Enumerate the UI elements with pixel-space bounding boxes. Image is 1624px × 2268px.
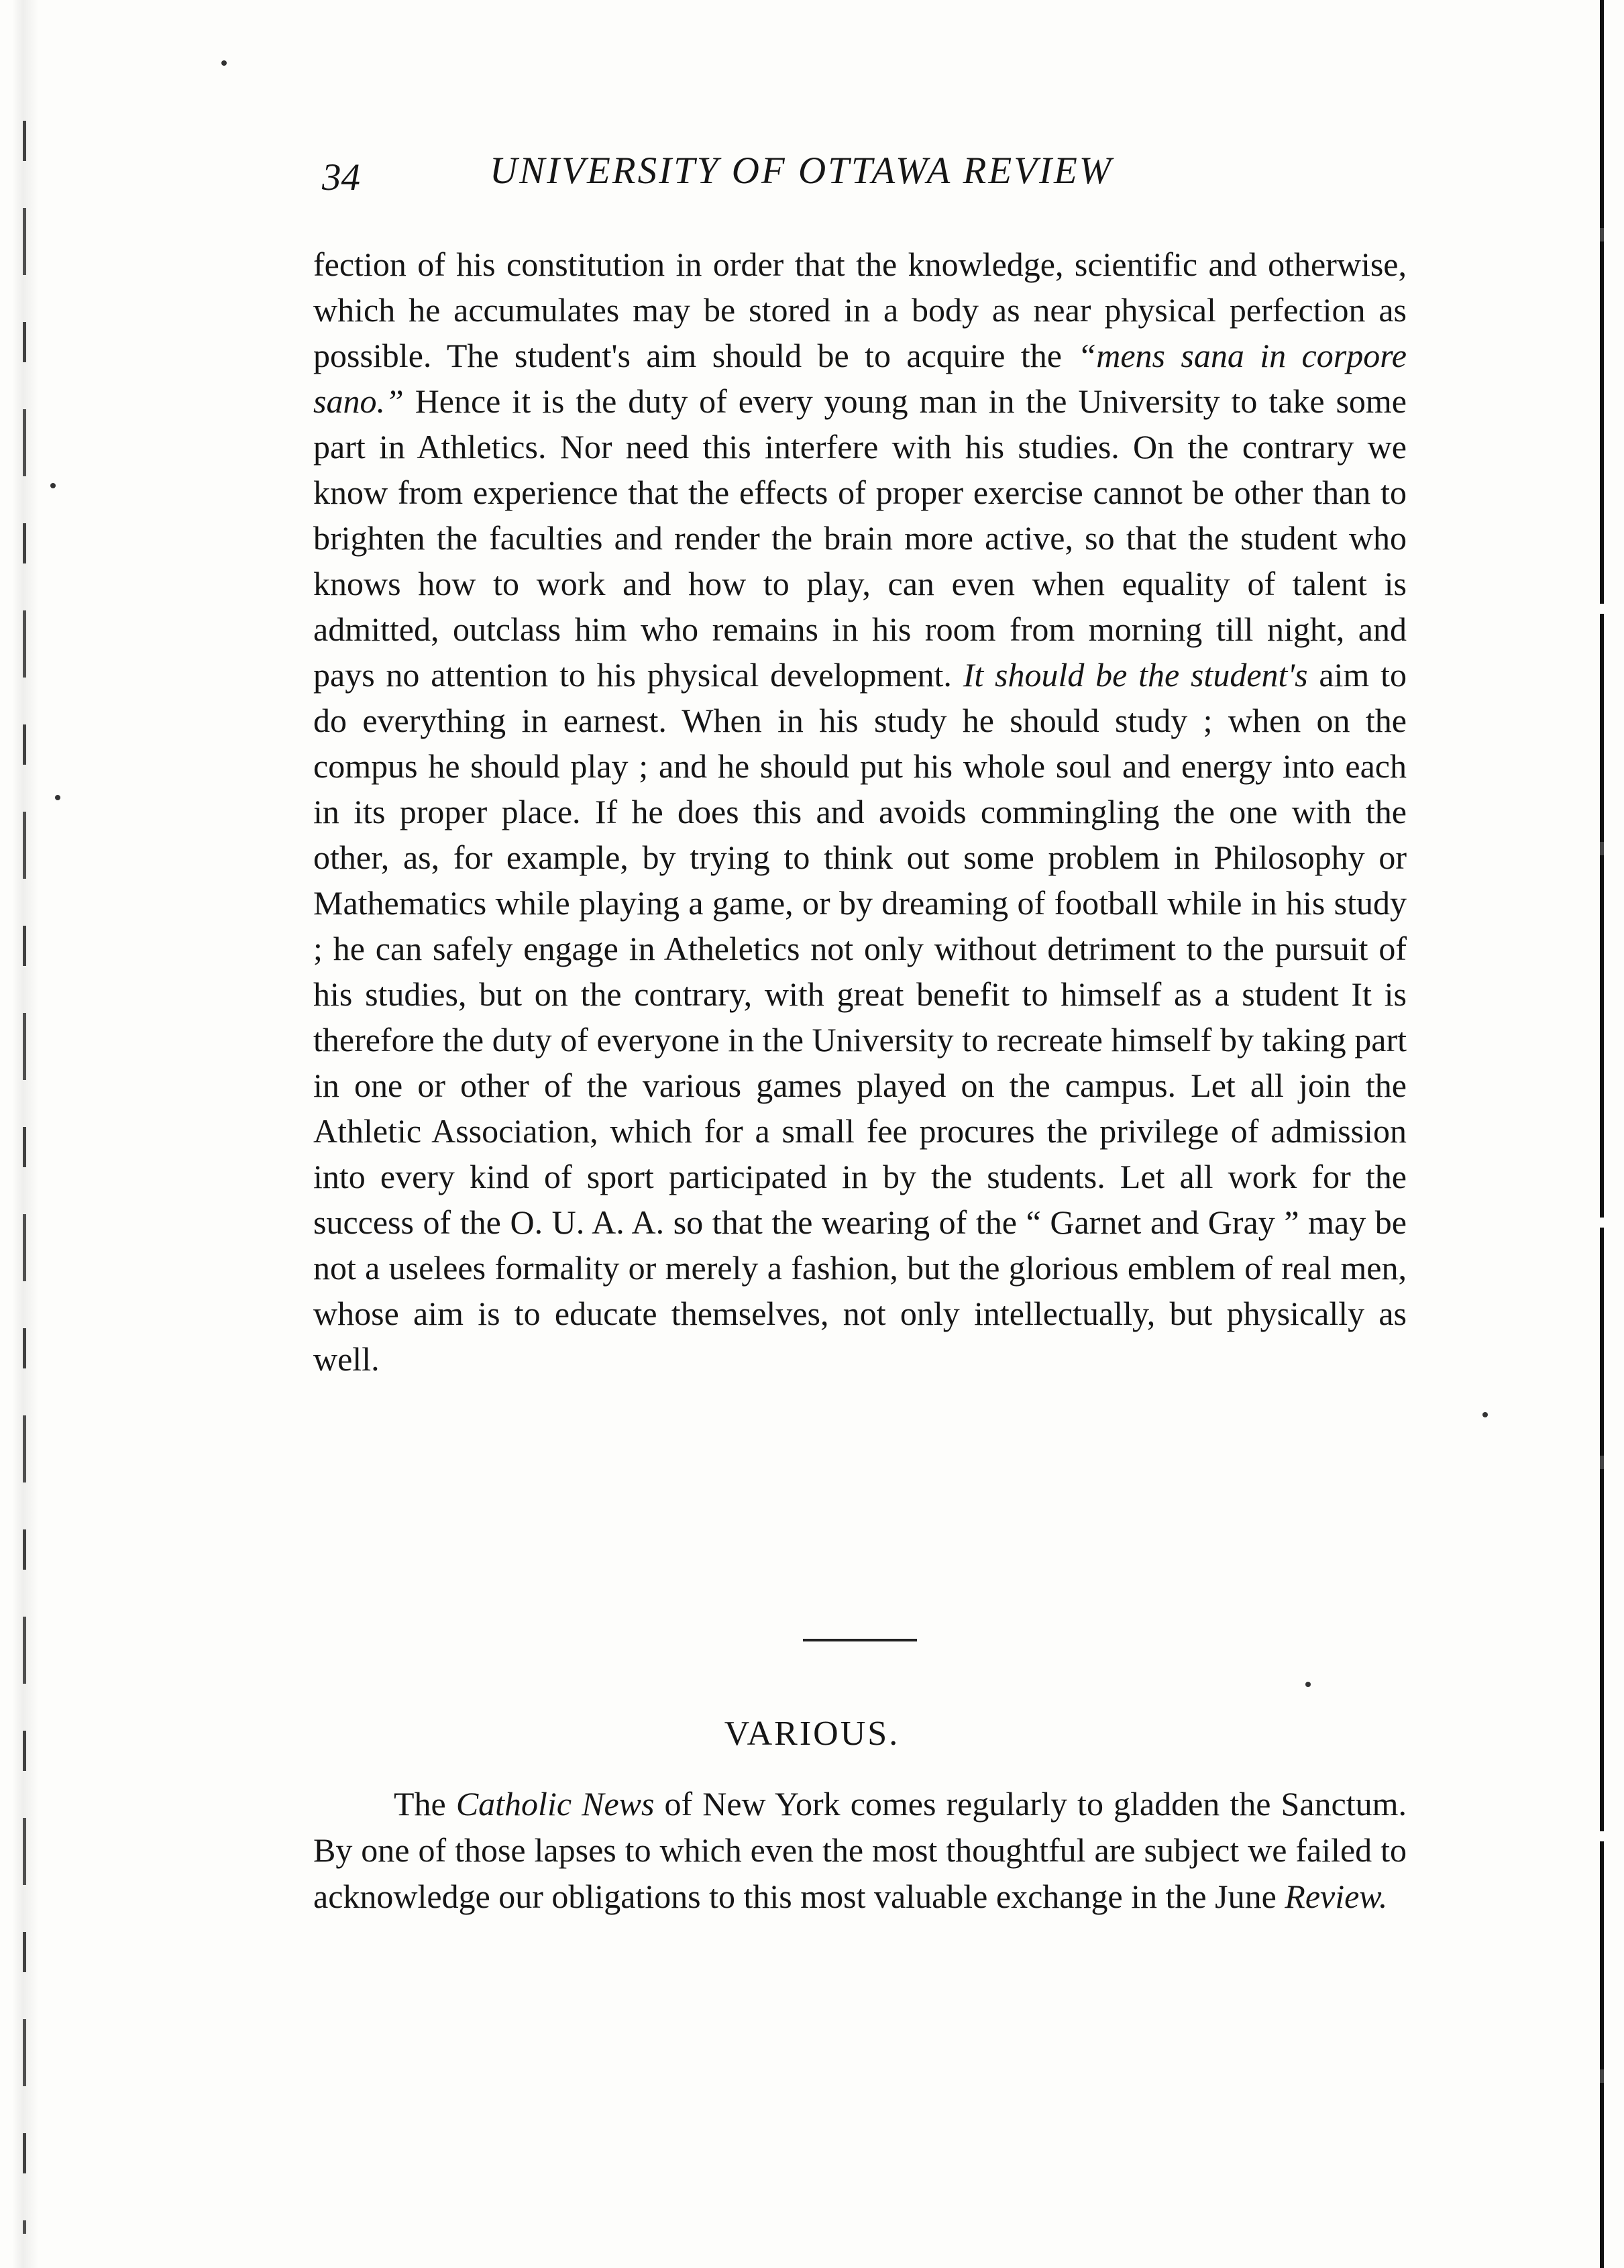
article-body: [313, 241, 1407, 1382]
left-page-edge: [23, 121, 26, 2234]
article-paragraph: [313, 241, 1407, 1382]
latin-quote: “mens sana in corpore sano.”: [313, 337, 1407, 420]
various-section: [313, 1781, 1407, 1920]
section-divider: [803, 1639, 917, 1641]
text-run: Hence it is the duty of every young man in the University to take some part in Athletics. Nor need this interfere with his studies. On the contrary we know from experience that the effects of proper exercise cannot be other than to brighten the faculties and render the brain more active, so that the student who knows how to work and how to play, can even when equality of talent is admitted, outclass him who remains in his room from morning till night, and pays no attention to his physical development.: [313, 382, 1407, 694]
page-header: [322, 149, 1415, 209]
scan-speck: [55, 795, 60, 800]
scan-speck: [221, 60, 227, 66]
section-heading: VARIOUS.: [724, 1715, 900, 1753]
scan-speck: [50, 483, 56, 488]
running-title: UNIVERSITY OF OTTAWA REVIEW: [490, 150, 1114, 192]
text-run: fection of his constitution in order that the knowledge, scientific and otherwise, which he accumulates may be stored in a body as near physical perfection as possible. The student's aim should be to acquire the: [313, 246, 1407, 374]
ink-dot: [1305, 1682, 1311, 1687]
text-run: aim to do everything in earnest. When in his study he should study ; when on the compus he should play ; and he should put his whole soul and energy into each in its proper place. If he does this and avoids commingling the one with the other, as, for example, by trying to think out some problem in Philosophy or Mathematics while playing a game, or by dreaming of football while in his study ; he can safely engage in Atheletics not only without detriment to the pursuit of his studies, but on the contrary, with great benefit to himself as a student It is therefore the duty of everyone in the University to recreate himself by taking part in one or other of the various games played on the campus. Let all join the Athletic Association, which for a small fee procures the privilege of admission into every kind of sport participated in by the students. Let all work for the success of the O. U. A. A. so that the wearing of the “ Garnet and Gray ” may be not a uselees formality or merely a fashion, but the glorious emblem of real men, whose aim is to educate themselves, not only intellectually, but physically as well.: [313, 656, 1407, 1378]
right-page-edge: [1600, 0, 1604, 2268]
text-run: of New York comes regularly to gladden the Sanctum. By one of those lapses to which even the most thoughtful are subject we failed to acknowledge our obligations to this most valuable exchange in the June: [313, 1785, 1407, 1915]
page-number: 34: [322, 156, 360, 199]
scan-speck: [1482, 1412, 1488, 1417]
publication-title: Catholic News: [455, 1785, 655, 1823]
publication-title: Review.: [1285, 1878, 1388, 1915]
emphasis-run: It should be the student's: [963, 656, 1308, 694]
various-paragraph: [313, 1781, 1407, 1920]
text-run: The: [394, 1785, 456, 1823]
